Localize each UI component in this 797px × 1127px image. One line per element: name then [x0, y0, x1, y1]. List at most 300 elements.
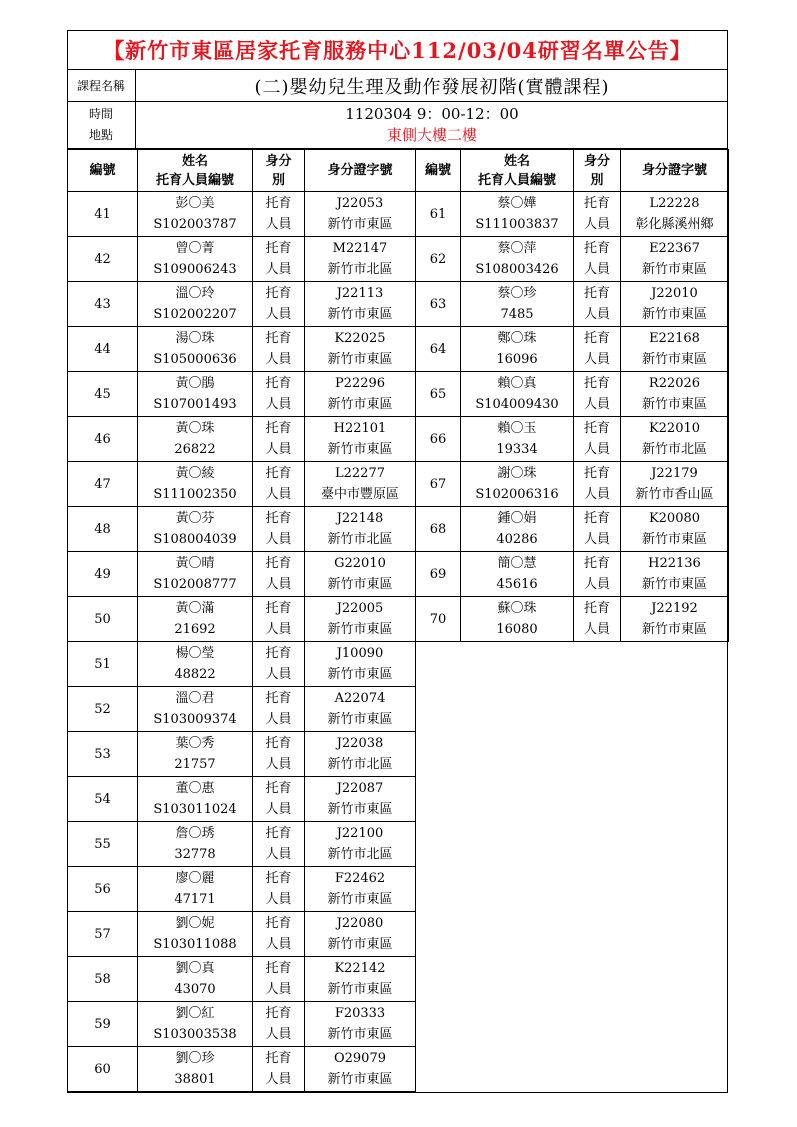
left-no-cell: 58 — [68, 957, 138, 1002]
id-area: 新竹市東區 — [641, 532, 707, 547]
header-name: 姓名 托育人員編號 — [138, 150, 253, 192]
caregiver-code: 48822 — [174, 667, 216, 682]
id-area: 新竹市北區 — [641, 442, 707, 457]
empty-cell — [461, 687, 574, 732]
left-id-cell — [305, 732, 416, 777]
left-id-cell — [305, 507, 416, 552]
id-area: 新竹市東區 — [327, 577, 393, 592]
left-no-cell: 48 — [68, 507, 138, 552]
table-row — [68, 327, 729, 372]
id-number: A22074 — [334, 691, 386, 706]
role-line-1: 托育 — [583, 466, 610, 481]
right-name-cell — [461, 552, 574, 597]
role-line-2: 人員 — [265, 937, 292, 952]
table-row — [68, 1002, 729, 1047]
role-line-2: 人員 — [583, 487, 610, 502]
role-line-1: 托育 — [265, 1051, 292, 1066]
left-id-cell — [305, 552, 416, 597]
caregiver-code: S103011024 — [153, 802, 237, 817]
id-number: J22100 — [336, 826, 384, 841]
role-line-2: 人員 — [265, 487, 292, 502]
table-row — [68, 642, 729, 687]
id-area: 新竹市北區 — [327, 532, 393, 547]
id-number: J22010 — [651, 286, 698, 301]
left-id-cell — [305, 1002, 416, 1047]
time-place-row — [67, 102, 728, 149]
left-id-cell — [305, 687, 416, 732]
caregiver-code: 26822 — [174, 442, 216, 457]
role-line-2: 人員 — [583, 397, 610, 412]
right-role-cell — [574, 237, 621, 282]
left-name-cell — [138, 732, 253, 777]
role-line-2: 人員 — [583, 352, 610, 367]
caregiver-code: S108004039 — [153, 532, 237, 547]
role-line-2: 人員 — [265, 577, 292, 592]
table-row — [68, 957, 729, 1002]
right-no-cell: 64 — [416, 327, 461, 372]
left-no-cell: 52 — [68, 687, 138, 732]
empty-cell — [416, 687, 461, 732]
role-line-2: 人員 — [583, 532, 610, 547]
person-name: 黃〇珠 — [175, 421, 215, 436]
id-area: 新竹市東區 — [327, 937, 393, 952]
role-line-1: 托育 — [583, 241, 610, 256]
role-line-1: 托育 — [265, 421, 292, 436]
id-area: 新竹市東區 — [641, 352, 707, 367]
left-name-cell — [138, 327, 253, 372]
empty-cell — [416, 822, 461, 867]
role-line-1: 托育 — [583, 601, 610, 616]
right-role-cell — [574, 462, 621, 507]
person-name: 簡〇慧 — [497, 556, 537, 571]
left-id-cell — [305, 192, 416, 237]
id-area: 新竹市東區 — [327, 1072, 393, 1087]
role-line-1: 托育 — [583, 511, 610, 526]
left-no-cell: 54 — [68, 777, 138, 822]
left-no-cell: 57 — [68, 912, 138, 957]
id-area: 新竹市東區 — [327, 892, 393, 907]
empty-cell — [461, 867, 574, 912]
table-row — [68, 507, 729, 552]
empty-cell — [574, 642, 621, 687]
right-id-cell — [621, 552, 729, 597]
left-id-cell — [305, 327, 416, 372]
id-number: P22296 — [334, 376, 386, 391]
course-name: (二)嬰幼兒生理及動作發展初階(實體課程) — [254, 76, 610, 98]
id-number: H22101 — [333, 421, 387, 436]
empty-cell — [416, 1002, 461, 1047]
right-role-cell — [574, 372, 621, 417]
left-name-cell — [138, 1047, 253, 1092]
id-number: J10090 — [336, 646, 384, 661]
id-number: G22010 — [334, 556, 386, 571]
left-id-cell — [305, 282, 416, 327]
empty-cell — [574, 687, 621, 732]
caregiver-code: 40286 — [496, 532, 538, 547]
role-line-2: 人員 — [265, 397, 292, 412]
role-line-1: 托育 — [265, 466, 292, 481]
left-role-cell — [253, 867, 305, 912]
left-name-cell — [138, 957, 253, 1002]
person-name: 蔡〇萍 — [497, 241, 537, 256]
role-line-2: 人員 — [265, 712, 292, 727]
right-role-cell — [574, 282, 621, 327]
right-id-cell — [621, 507, 729, 552]
id-number: F20333 — [334, 1006, 386, 1021]
left-name-cell — [138, 912, 253, 957]
role-line-2: 人員 — [265, 757, 292, 772]
left-name-cell — [138, 507, 253, 552]
role-line-1: 托育 — [265, 376, 292, 391]
person-name: 曾〇菁 — [175, 241, 215, 256]
right-name-cell — [461, 462, 574, 507]
time-place-value — [136, 102, 728, 148]
right-name-cell — [461, 597, 574, 642]
left-id-cell — [305, 237, 416, 282]
role-line-2: 人員 — [583, 577, 610, 592]
right-name-cell — [461, 327, 574, 372]
table-row — [68, 192, 729, 237]
role-line-2: 人員 — [265, 622, 292, 637]
role-line-2: 人員 — [265, 802, 292, 817]
right-id-cell — [621, 192, 729, 237]
left-role-cell — [253, 1002, 305, 1047]
left-name-cell — [138, 462, 253, 507]
person-name: 黃〇滿 — [175, 601, 215, 616]
table-row — [68, 552, 729, 597]
person-name: 湯〇珠 — [175, 331, 215, 346]
time-place-label — [67, 102, 136, 148]
id-number: K22010 — [648, 421, 701, 436]
left-role-cell — [253, 507, 305, 552]
id-area: 新竹市東區 — [641, 622, 707, 637]
left-name-cell — [138, 822, 253, 867]
right-role-cell — [574, 417, 621, 462]
header-role-right: 身分 別 — [574, 150, 621, 192]
role-line-2: 人員 — [583, 217, 610, 232]
right-no-cell: 65 — [416, 372, 461, 417]
caregiver-code: S102008777 — [153, 577, 237, 592]
person-name: 葉〇秀 — [175, 736, 215, 751]
person-name: 黃〇晴 — [175, 556, 215, 571]
left-no-cell: 46 — [68, 417, 138, 462]
left-no-cell: 49 — [68, 552, 138, 597]
empty-cell — [621, 822, 729, 867]
left-role-cell — [253, 192, 305, 237]
person-name: 劉〇真 — [175, 961, 215, 976]
table-row — [68, 282, 729, 327]
left-id-cell — [305, 462, 416, 507]
empty-cell — [461, 822, 574, 867]
left-id-cell — [305, 597, 416, 642]
empty-cell — [416, 732, 461, 777]
right-id-cell — [621, 282, 729, 327]
id-area: 新竹市東區 — [327, 352, 393, 367]
role-line-1: 托育 — [265, 646, 292, 661]
id-number: J22179 — [651, 466, 698, 481]
role-line-1: 托育 — [265, 601, 292, 616]
role-line-2: 人員 — [265, 1027, 292, 1042]
left-no-cell: 50 — [68, 597, 138, 642]
id-area: 臺中市豐原區 — [320, 487, 399, 502]
table-row — [68, 732, 729, 777]
role-line-2: 人員 — [265, 442, 292, 457]
caregiver-code: S104009430 — [475, 397, 559, 412]
right-no-cell: 69 — [416, 552, 461, 597]
caregiver-code: S105000636 — [153, 352, 237, 367]
id-area: 新竹市東區 — [327, 982, 393, 997]
id-area: 彰化縣溪州鄉 — [635, 217, 714, 232]
id-number: J22192 — [651, 601, 698, 616]
right-no-cell: 70 — [416, 597, 461, 642]
left-id-cell — [305, 777, 416, 822]
person-name: 謝〇珠 — [497, 466, 537, 481]
left-role-cell — [253, 417, 305, 462]
id-number: H22136 — [648, 556, 701, 571]
place-label: 地點 — [88, 128, 113, 142]
left-role-cell — [253, 282, 305, 327]
left-no-cell: 44 — [68, 327, 138, 372]
id-area: 新竹市東區 — [327, 1027, 393, 1042]
right-id-cell — [621, 597, 729, 642]
left-id-cell — [305, 912, 416, 957]
right-id-cell — [621, 237, 729, 282]
empty-cell — [621, 912, 729, 957]
role-line-1: 托育 — [265, 691, 292, 706]
caregiver-code: S103009374 — [153, 712, 237, 727]
left-role-cell — [253, 327, 305, 372]
left-no-cell: 60 — [68, 1047, 138, 1092]
right-name-cell — [461, 237, 574, 282]
id-number: F22462 — [334, 871, 386, 886]
person-name: 楊〇瑩 — [175, 646, 215, 661]
table-header-row — [68, 150, 729, 192]
id-number: J22148 — [336, 511, 384, 526]
empty-cell — [621, 1002, 729, 1047]
empty-cell — [621, 687, 729, 732]
caregiver-code: 45616 — [496, 577, 538, 592]
right-no-cell: 67 — [416, 462, 461, 507]
id-number: J22080 — [336, 916, 384, 931]
role-line-1: 托育 — [265, 781, 292, 796]
empty-cell — [621, 642, 729, 687]
person-name: 彭〇美 — [175, 196, 215, 211]
left-name-cell — [138, 687, 253, 732]
left-name-cell — [138, 552, 253, 597]
id-number: L22277 — [335, 466, 385, 481]
id-number: M22147 — [332, 241, 388, 256]
role-line-2: 人員 — [265, 847, 292, 862]
caregiver-code: S111002350 — [153, 487, 237, 502]
right-name-cell — [461, 372, 574, 417]
role-line-1: 托育 — [265, 286, 292, 301]
left-no-cell: 56 — [68, 867, 138, 912]
right-name-cell — [461, 507, 574, 552]
id-number: E22168 — [649, 331, 700, 346]
role-line-1: 托育 — [583, 331, 610, 346]
person-name: 蔡〇珍 — [497, 286, 537, 301]
empty-cell — [574, 867, 621, 912]
roster-table — [67, 149, 729, 1092]
caregiver-code: S103011088 — [153, 937, 237, 952]
table-row — [68, 1047, 729, 1092]
person-name: 劉〇妮 — [175, 916, 215, 931]
role-line-1: 托育 — [265, 826, 292, 841]
table-row — [68, 822, 729, 867]
right-name-cell — [461, 192, 574, 237]
role-line-2: 人員 — [583, 442, 610, 457]
left-name-cell — [138, 417, 253, 462]
right-name-cell — [461, 417, 574, 462]
left-role-cell — [253, 777, 305, 822]
left-role-cell — [253, 237, 305, 282]
empty-cell — [461, 732, 574, 777]
id-number: L22228 — [649, 196, 700, 211]
right-role-cell — [574, 507, 621, 552]
caregiver-code: S103003538 — [153, 1027, 237, 1042]
empty-cell — [574, 822, 621, 867]
right-no-cell: 61 — [416, 192, 461, 237]
left-id-cell — [305, 957, 416, 1002]
person-name: 黃〇綾 — [175, 466, 215, 481]
person-name: 鄭〇珠 — [497, 331, 537, 346]
role-line-1: 托育 — [265, 736, 292, 751]
table-row — [68, 462, 729, 507]
left-name-cell — [138, 282, 253, 327]
role-line-2: 人員 — [265, 307, 292, 322]
id-number: J22005 — [336, 601, 384, 616]
left-role-cell — [253, 957, 305, 1002]
right-role-cell — [574, 327, 621, 372]
right-no-cell: 63 — [416, 282, 461, 327]
empty-cell — [461, 1047, 574, 1092]
table-row — [68, 597, 729, 642]
person-name: 鍾〇娟 — [497, 511, 537, 526]
course-label: 課程名稱 — [67, 70, 136, 101]
table-row — [68, 237, 729, 282]
left-no-cell: 55 — [68, 822, 138, 867]
caregiver-code: S111003837 — [475, 217, 559, 232]
caregiver-code: 38801 — [174, 1072, 216, 1087]
caregiver-code: 43070 — [174, 982, 216, 997]
left-name-cell — [138, 192, 253, 237]
role-line-1: 托育 — [265, 871, 292, 886]
caregiver-code: 47171 — [174, 892, 216, 907]
right-role-cell — [574, 552, 621, 597]
id-number: K22025 — [334, 331, 386, 346]
caregiver-code: S109006243 — [153, 262, 237, 277]
table-row — [68, 777, 729, 822]
right-role-cell — [574, 192, 621, 237]
person-name: 劉〇珍 — [175, 1051, 215, 1066]
caregiver-code: 21692 — [174, 622, 216, 637]
person-name: 劉〇紅 — [175, 1006, 215, 1021]
left-role-cell — [253, 552, 305, 597]
header-id-right: 身分證字號 — [621, 150, 729, 192]
right-id-cell — [621, 417, 729, 462]
left-role-cell — [253, 372, 305, 417]
id-area: 新竹市東區 — [641, 577, 707, 592]
header-id: 身分證字號 — [305, 150, 416, 192]
person-name: 廖〇麗 — [175, 871, 215, 886]
id-area: 新竹市東區 — [327, 442, 393, 457]
role-line-2: 人員 — [265, 982, 292, 997]
header-no-right: 編號 — [416, 150, 461, 192]
empty-cell — [461, 912, 574, 957]
left-no-cell: 47 — [68, 462, 138, 507]
empty-cell — [574, 732, 621, 777]
caregiver-code: 19334 — [496, 442, 538, 457]
left-name-cell — [138, 777, 253, 822]
role-line-1: 托育 — [583, 556, 610, 571]
person-name: 蔡〇嬅 — [497, 196, 537, 211]
id-number: J22038 — [336, 736, 384, 751]
empty-cell — [574, 1002, 621, 1047]
person-name: 詹〇琇 — [175, 826, 215, 841]
empty-cell — [461, 1002, 574, 1047]
header-name-right: 姓名 托育人員編號 — [461, 150, 574, 192]
person-name: 董〇惠 — [175, 781, 215, 796]
role-line-2: 人員 — [265, 1072, 292, 1087]
empty-cell — [416, 777, 461, 822]
caregiver-code: S102003787 — [153, 217, 237, 232]
role-line-1: 托育 — [583, 376, 610, 391]
right-name-cell — [461, 282, 574, 327]
left-name-cell — [138, 237, 253, 282]
empty-cell — [416, 912, 461, 957]
empty-cell — [416, 1047, 461, 1092]
person-name: 溫〇君 — [175, 691, 215, 706]
role-line-1: 托育 — [265, 916, 292, 931]
id-area: 新竹市東區 — [327, 622, 393, 637]
caregiver-code: 32778 — [174, 847, 216, 862]
caregiver-code: 7485 — [500, 307, 534, 322]
role-line-2: 人員 — [583, 262, 610, 277]
id-area: 新竹市東區 — [327, 712, 393, 727]
caregiver-code: S102002207 — [153, 307, 237, 322]
empty-cell — [621, 1047, 729, 1092]
id-number: J22113 — [336, 286, 384, 301]
id-number: E22367 — [649, 241, 700, 256]
id-area: 新竹市東區 — [641, 262, 707, 277]
id-area: 新竹市北區 — [327, 262, 393, 277]
left-role-cell — [253, 642, 305, 687]
left-role-cell — [253, 732, 305, 777]
left-no-cell: 51 — [68, 642, 138, 687]
person-name: 溫〇玲 — [175, 286, 215, 301]
left-id-cell — [305, 1047, 416, 1092]
id-number: K22142 — [334, 961, 386, 976]
person-name: 賴〇玉 — [497, 421, 537, 436]
left-role-cell — [253, 912, 305, 957]
right-no-cell: 66 — [416, 417, 461, 462]
left-role-cell — [253, 597, 305, 642]
id-area: 新竹市東區 — [641, 307, 707, 322]
role-line-1: 托育 — [583, 196, 610, 211]
id-area: 新竹市東區 — [327, 307, 393, 322]
left-name-cell — [138, 1002, 253, 1047]
empty-cell — [461, 642, 574, 687]
person-name: 黃〇鵑 — [175, 376, 215, 391]
role-line-2: 人員 — [583, 622, 610, 637]
empty-cell — [461, 957, 574, 1002]
role-line-2: 人員 — [265, 667, 292, 682]
id-area: 新竹市香山區 — [635, 487, 714, 502]
id-area: 新竹市東區 — [327, 217, 393, 232]
id-number: O29079 — [333, 1051, 386, 1066]
left-name-cell — [138, 372, 253, 417]
left-role-cell — [253, 462, 305, 507]
